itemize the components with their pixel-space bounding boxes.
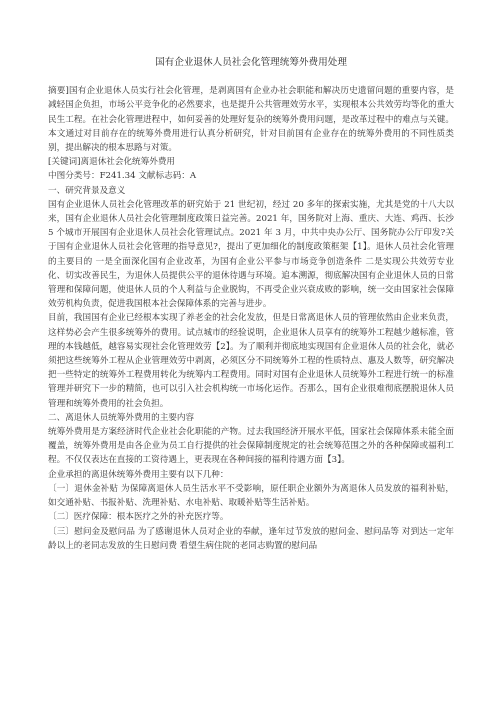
section-1-heading: 一、研究背景及意义 <box>48 185 126 196</box>
document-title: 国有企业退休人员社会化管理统筹外费用处理 <box>155 57 347 68</box>
section-1-paragraph-1: 国有企业退休人员社会化管理改革的研究始于 21 世纪初，经过 20 多年的探索实施，尤其是党的十八大以来，国有企业退休人员社会化管理制度政策日益完善。2021 年，国务院对上海、重庆、大连、鸡西、长沙 5 个城市开展国有企业退休人员社会化管理试点。2021 年 3 月，中共中央办公厅、国务院办公厅印发?关于国有企业退休人员社会化管理的指导意见?，提出了更加细化的制度政策框架【1】。退休人员社会化管理的主要目的 一是全面深化国有企业改革，为国有企业公平参与市场竞争创造条件 二是实现公共效劳专业化、切实改善民生，为退休人员提供公平的退休待遇与环境。追本溯源，彻底解决国有企业退休人员的日常管理和保障问题，使退休人员的个人利益与企业脱钩，不再受企业兴衰成败的影响，统一交由国家社会保障效劳机构负责，促进我国根本社会保障体系的完善与进步。 <box>48 199 454 310</box>
section-2-heading: 二、离退休人员统筹外费用的主要内容 <box>48 412 195 423</box>
section-2-paragraph-1: 统筹外费用是方案经济时代企业社会化职能的产物。过去我国经济开展水平低，国家社会保障体系未能全面覆盖，统筹外费用是由各企业为员工自行提供的社会保障制度规定的社会统筹范围之外的各种保障或福利工程。不仅仅表达在直接的工资待遇上，更表现在各种间接的福利待遇方面【3】。 <box>48 427 454 466</box>
list-item: 〔二〕医疗保障：根本医疗之外的补充医疗等。 <box>48 512 229 523</box>
list-item: 〔一〕退休金补贴 为保障离退休人员生活水平不受影响，原任职企业额外为离退休人员发放的福利补贴，如交通补贴、书报补贴、洗理补贴、水电补贴、取暖补贴等生活补贴。 <box>48 483 454 509</box>
classification-line: 中图分类号：F241.34 文献标志码：A <box>48 171 197 182</box>
section-1-paragraph-2: 目前，我国国有企业已经根本实现了养老金的社会化发放，但是日常离退休人员的管理依然由企业来负责，这样势必会产生很多统筹外的费用。试点城市的经验说明，企业退休人员享有的统筹外工程越少越标准，管理的本钱越低，越容易实现社会化管理效劳【2】。为了顺利并彻底地实现国有企业退休人员的社会化，就必须把这些统筹外工程从企业管理效劳中剥离，必须区分不同统筹外工程的性质特点、惠及人数等，研究解决把一些特定的统筹外工程费用转化为统筹内工程费用。同时对国有企业退休人员统筹外工程进行统一的标准管理并研究下一步的精简，也可以引入社会机构统一市场化运作。否那么，国有企业很难彻底摆脱退休人员管理和统筹外费用的社会负担。 <box>48 313 454 409</box>
abstract-paragraph: 摘要]国有企业退休人员实行社会化管理，是剥离国有企业办社会职能和解决历史遗留问题的重要内容，是减轻国企负担，市场公平竞争化的必然要求，也是提升公共管理效劳水平，实现根本公共效劳均等化的重大民生工程。在社会化管理进程中，如何妥善的处理好复杂的统筹外费用问题，是改革过程中的难点与关键。本文通过对目前存在的统筹外费用进行认真分析研究，针对目前国有企业存在的统筹外费用的不同性质类别，提出解决的根本思路与对策。 <box>48 86 454 154</box>
section-2-paragraph-2: 企业承担的离退休统筹外费用主要有以下几种： <box>48 469 229 480</box>
list-item: 〔三〕慰问金及慰问品 为了感谢退休人员对企业的奉献，逢年过节发放的慰问金、慰问品等 对到达一定年龄以上的老同志发放的生日慰问费 看望生病住院的老同志购置的慰问品 <box>48 526 454 551</box>
keywords-line: [关键词]离退休社会化统筹外费用 <box>48 157 176 168</box>
